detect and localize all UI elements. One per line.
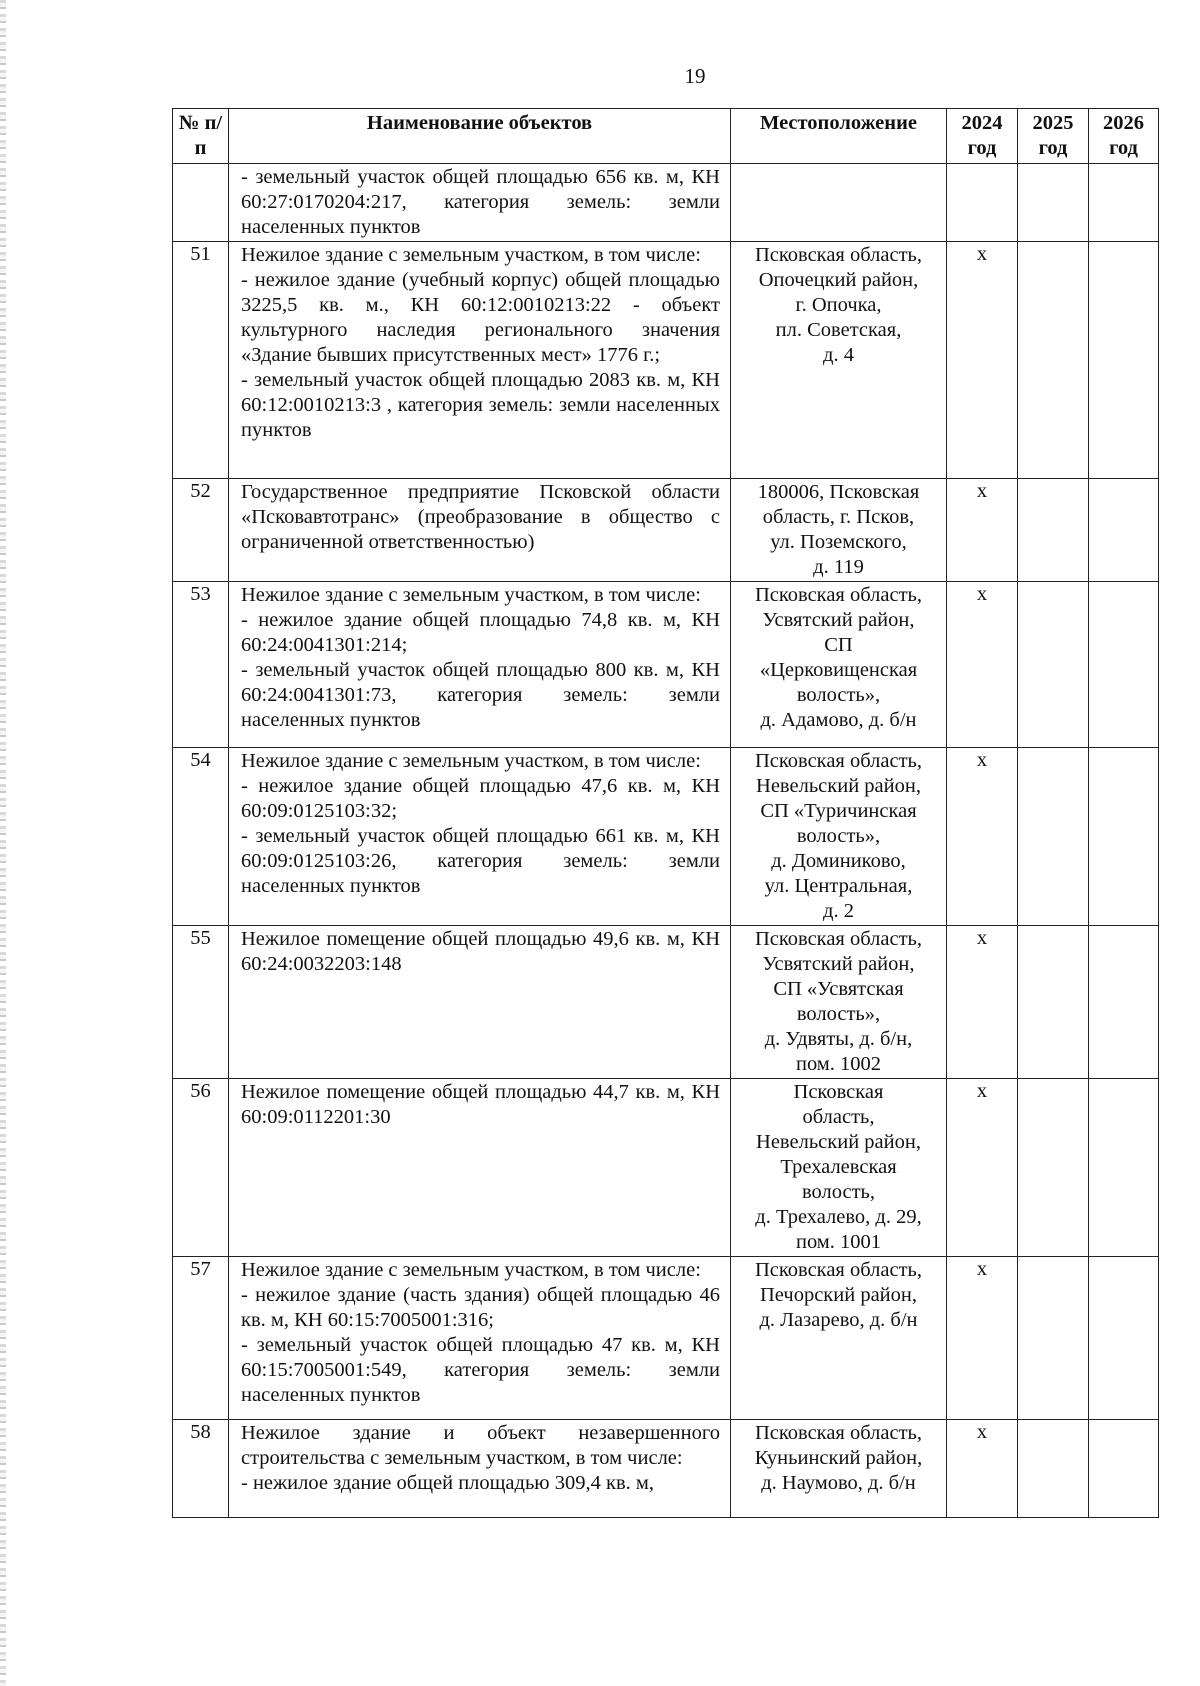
- location-line: г. Опочка,: [795, 294, 882, 316]
- scan-edge: [0, 0, 6, 1686]
- row-number: [173, 164, 229, 242]
- row-number: 54: [173, 748, 229, 926]
- location-line: Невельский район,: [756, 775, 921, 797]
- object-location: [731, 926, 947, 1079]
- object-location: [731, 1257, 947, 1420]
- location-line: СП: [824, 634, 853, 656]
- object-location: [731, 1079, 947, 1257]
- location-line: д. 119: [813, 556, 864, 578]
- table-row: [173, 926, 1159, 1079]
- object-name: [229, 1257, 731, 1420]
- location-line: «Церковищенская: [759, 659, 918, 681]
- year-mark-2025: [1018, 1420, 1089, 1518]
- header-2026: 2026 год: [1089, 109, 1159, 164]
- object-name-line: - земельный участок общей площадью 2083 кв. м, КН 60:12:0010213:3 , категория земель: земли населенных пунктов: [241, 369, 720, 441]
- location-line: Усвятский район,: [762, 609, 915, 631]
- year-mark-2026: [1089, 1420, 1159, 1518]
- object-name-line: Нежилое здание с земельным участком, в том числе:: [241, 584, 701, 606]
- year-mark-2025: [1018, 242, 1089, 479]
- year-mark-2025: [1018, 1257, 1089, 1420]
- object-location: [731, 582, 947, 748]
- table-row: [173, 582, 1159, 748]
- location-line: д. Лазарево, д. б/н: [759, 1309, 918, 1331]
- year-mark-2025: [1018, 479, 1089, 582]
- object-name-line: Нежилое помещение общей площадью 44,7 кв. м, КН 60:09:0112201:30: [241, 1081, 720, 1128]
- object-name-line: - нежилое здание (часть здания) общей площадью 46 кв. м, КН 60:15:7005001:316;: [241, 1284, 720, 1331]
- table-body: [173, 164, 1159, 1518]
- row-number: 53: [173, 582, 229, 748]
- year-mark-2024: x: [947, 1079, 1018, 1257]
- location-line: Невельский район,: [756, 1131, 921, 1153]
- location-line: Куньинский район,: [754, 1447, 923, 1469]
- row-number: 56: [173, 1079, 229, 1257]
- objects-table: [172, 108, 1159, 1518]
- year-mark-2026: [1089, 1079, 1159, 1257]
- table-row: [173, 1420, 1159, 1518]
- location-line: Псковская область,: [754, 1422, 923, 1444]
- location-line: Опочецкий район,: [758, 269, 919, 291]
- location-line: Псковская область,: [754, 1259, 923, 1281]
- location-line: пл. Советская,: [775, 319, 902, 341]
- object-name: [229, 748, 731, 926]
- location-line: д. Доминиково,: [771, 850, 906, 872]
- header-name: Наименование объектов: [229, 109, 731, 164]
- year-mark-2025: [1018, 582, 1089, 748]
- row-number: 55: [173, 926, 229, 1079]
- location-line: Псковская область,: [754, 928, 923, 950]
- location-line: Печорский район,: [760, 1284, 917, 1306]
- object-name-line: - нежилое здание общей площадью 47,6 кв. м, КН 60:09:0125103:32;: [241, 775, 720, 822]
- object-name-line: Нежилое здание с земельным участком, в том числе:: [241, 1259, 701, 1281]
- row-number: 52: [173, 479, 229, 582]
- table-row: [173, 1257, 1159, 1420]
- object-name-line: - земельный участок общей площадью 661 кв. м, КН 60:09:0125103:26, категория земель: земли населенных пунктов: [241, 825, 720, 897]
- object-name-line: Нежилое здание с земельным участком, в том числе:: [241, 244, 701, 266]
- location-line: Трехалевская: [780, 1156, 897, 1178]
- object-location: [731, 479, 947, 582]
- location-line: волость»,: [796, 825, 881, 847]
- year-mark-2026: [1089, 582, 1159, 748]
- year-mark-2024: x: [947, 1420, 1018, 1518]
- location-line: Псковская область,: [754, 750, 923, 772]
- year-mark-2025: [1018, 926, 1089, 1079]
- page-number: 19: [684, 64, 706, 88]
- object-location: [731, 164, 947, 242]
- object-name-line: - земельный участок общей площадью 656 кв. м, КН 60:27:0170204:217, категория земель: земли населенных пунктов: [241, 166, 720, 238]
- location-line: Усвятский район,: [762, 953, 915, 975]
- year-mark-2024: x: [947, 582, 1018, 748]
- year-mark-2024: x: [947, 926, 1018, 1079]
- year-mark-2026: [1089, 748, 1159, 926]
- location-line: 180006, Псковская: [757, 481, 920, 503]
- table-row: [173, 479, 1159, 582]
- location-line: Псковская область,: [754, 584, 923, 606]
- year-mark-2025: [1018, 164, 1089, 242]
- location-line: д. Наумово, д. б/н: [761, 1472, 916, 1494]
- location-line: ул. Поземского,: [770, 531, 907, 553]
- location-line: волость,: [801, 1181, 876, 1203]
- location-line: пом. 1001: [795, 1231, 882, 1253]
- location-line: СП «Усвятская: [773, 978, 904, 1000]
- location-line: д. 2: [823, 900, 854, 922]
- row-number: 51: [173, 242, 229, 479]
- table-row: [173, 748, 1159, 926]
- object-name: [229, 582, 731, 748]
- header-num: № п/п: [173, 109, 229, 164]
- year-mark-2024: x: [947, 242, 1018, 479]
- object-name: [229, 164, 731, 242]
- header-2024: 2024 год: [947, 109, 1018, 164]
- object-name: [229, 926, 731, 1079]
- location-line: Псковская область,: [754, 244, 923, 266]
- year-mark-2024: [947, 164, 1018, 242]
- table-row: [173, 242, 1159, 479]
- year-mark-2026: [1089, 479, 1159, 582]
- year-mark-2024: x: [947, 1257, 1018, 1420]
- row-number: 57: [173, 1257, 229, 1420]
- year-mark-2024: x: [947, 748, 1018, 926]
- location-line: Псковская: [793, 1081, 884, 1103]
- object-name: [229, 1079, 731, 1257]
- location-line: область, г. Псков,: [762, 506, 915, 528]
- object-name-line: Нежилое помещение общей площадью 49,6 кв. м, КН 60:24:0032203:148: [241, 928, 720, 975]
- location-line: д. Удвяты, д. б/н,: [764, 1028, 913, 1050]
- object-name-line: - нежилое здание общей площадью 309,4 кв. м,: [241, 1472, 654, 1494]
- location-line: область,: [802, 1106, 875, 1128]
- object-name: [229, 1420, 731, 1518]
- table-row: [173, 164, 1159, 242]
- table-header-row: [173, 109, 1159, 164]
- object-location: [731, 748, 947, 926]
- location-line: СП «Туричинская: [760, 800, 917, 822]
- location-line: д. Адамово, д. б/н: [760, 709, 917, 731]
- table-row: [173, 1079, 1159, 1257]
- location-line: д. Трехалево, д. 29,: [755, 1206, 922, 1228]
- location-line: ул. Центральная,: [764, 875, 913, 897]
- year-mark-2026: [1089, 926, 1159, 1079]
- object-name: [229, 479, 731, 582]
- row-number: 58: [173, 1420, 229, 1518]
- object-name-line: Нежилое здание и объект незавершенного строительства с земельным участком, в том числе:: [241, 1422, 720, 1469]
- year-mark-2025: [1018, 748, 1089, 926]
- year-mark-2026: [1089, 242, 1159, 479]
- location-line: волость»,: [796, 684, 881, 706]
- year-mark-2024: x: [947, 479, 1018, 582]
- object-location: [731, 1420, 947, 1518]
- object-name-line: - нежилое здание (учебный корпус) общей площадью 3225,5 кв. м., КН 60:12:0010213:22 - объект культурного наследия регионального значения «Здание бывших присутственных мест» 1776 г.;: [241, 269, 720, 366]
- year-mark-2026: [1089, 1257, 1159, 1420]
- object-name-line: Нежилое здание с земельным участком, в том числе:: [241, 750, 701, 772]
- header-2025: 2025 год: [1018, 109, 1089, 164]
- location-line: пом. 1002: [795, 1053, 882, 1075]
- object-name-line: Государственное предприятие Псковской области «Псковавтотранс» (преобразование в общество с ограниченной ответственностью): [241, 481, 720, 553]
- header-location: Местоположение: [731, 109, 947, 164]
- location-line: волость»,: [796, 1003, 881, 1025]
- object-name: [229, 242, 731, 479]
- object-location: [731, 242, 947, 479]
- object-name-line: - нежилое здание общей площадью 74,8 кв. м, КН 60:24:0041301:214;: [241, 609, 720, 656]
- location-line: д. 4: [823, 344, 854, 366]
- year-mark-2025: [1018, 1079, 1089, 1257]
- object-name-line: - земельный участок общей площадью 47 кв. м, КН 60:15:7005001:549, категория земель: земли населенных пунктов: [241, 1334, 720, 1406]
- object-name-line: - земельный участок общей площадью 800 кв. м, КН 60:24:0041301:73, категория земель: земли населенных пунктов: [241, 659, 720, 731]
- year-mark-2026: [1089, 164, 1159, 242]
